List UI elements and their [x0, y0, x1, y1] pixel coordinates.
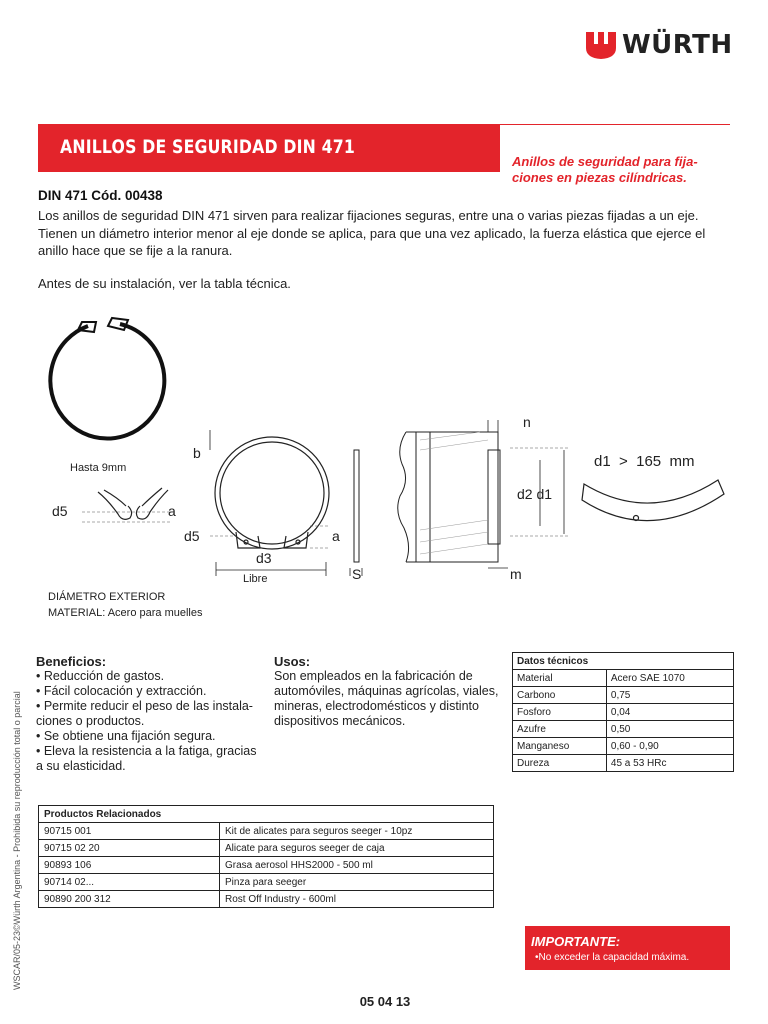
- cell: 0,04: [606, 704, 733, 721]
- importante-box: [525, 926, 730, 970]
- label-a: a: [332, 528, 340, 544]
- cell: 45 a 53 HRc: [606, 755, 733, 772]
- table-row: [513, 687, 734, 704]
- cell: 0,50: [606, 721, 733, 738]
- subtitle: Anillos de seguridad para fija-ciones en piezas cilíndricas.: [512, 154, 698, 185]
- cell: 90715 02 20: [39, 840, 220, 857]
- label-d5-small: d5: [52, 503, 68, 519]
- cell: Kit de alicates para seguros seeger - 10pz: [220, 823, 494, 840]
- cell: 0,60 - 0,90: [606, 738, 733, 755]
- label-b: b: [193, 445, 201, 461]
- table-row: [513, 721, 734, 738]
- productos-title: Productos Relacionados: [39, 806, 494, 823]
- table-row: [39, 874, 494, 891]
- title-bar: [38, 124, 500, 172]
- side-copyright: WSCAR/05-23©Würth Argentina - Prohibida su reproducción total o parcial: [12, 691, 22, 990]
- table-row: [39, 840, 494, 857]
- ring-large: [50, 324, 164, 439]
- ring-arc-segment: [582, 480, 724, 521]
- cell: 90890 200 312: [39, 891, 220, 908]
- title-rule: [500, 124, 730, 125]
- material-info: [48, 589, 202, 621]
- beneficio-item: • Fácil colocación y extracción.: [36, 684, 207, 698]
- product-description: Los anillos de seguridad DIN 471 sirven para realizar fijaciones seguras, entre una o varias piezas fijadas a un eje. Tienen un diámetro interior menor al eje donde se aplica, para que una vez aplicado, la fuerza elástica que ejerce el anillo hace que se fije a la ranura.: [38, 208, 706, 258]
- cell: Acero SAE 1070: [606, 670, 733, 687]
- cell: Manganeso: [513, 738, 607, 755]
- label-d1-condition: d1 > 165 mm: [594, 453, 695, 470]
- label-d2-d1: d2 d1: [517, 486, 553, 502]
- wurth-logo-icon: [584, 30, 618, 60]
- label-libre: Libre: [243, 573, 268, 585]
- cell: Grasa aerosol HHS2000 - 500 ml: [220, 857, 494, 874]
- label-d3: d3: [256, 550, 272, 566]
- cell: Alicate para seguros seeger de caja: [220, 840, 494, 857]
- brand-name: WÜRTH: [622, 30, 733, 60]
- datos-tecnicos-table: [512, 652, 734, 772]
- material-line-1: DIÁMETRO EXTERIOR: [48, 591, 166, 603]
- productos-table: [38, 805, 494, 908]
- beneficio-item: • Eleva la resistencia a la fatiga, gracias a su elasticidad.: [36, 744, 257, 773]
- label-s: S: [352, 566, 362, 582]
- label-a-small: a: [168, 503, 176, 519]
- table-row: [513, 670, 734, 687]
- ring-small: [98, 488, 168, 519]
- cell: Rost Off Industry - 600ml: [220, 891, 494, 908]
- cell: Azufre: [513, 721, 607, 738]
- cell: Carbono: [513, 687, 607, 704]
- cell: 90715 001: [39, 823, 220, 840]
- wurth-logo: [584, 28, 734, 64]
- product-code: DIN 471 Cód. 00438: [38, 188, 163, 203]
- page-title: ANILLOS DE SEGURIDAD DIN 471: [60, 136, 356, 158]
- importante-title: IMPORTANTE:: [531, 934, 621, 949]
- beneficio-item: • Se obtiene una fijación segura.: [36, 729, 216, 743]
- material-line-2: MATERIAL: Acero para muelles: [48, 607, 203, 619]
- cell: 0,75: [606, 687, 733, 704]
- usos-text: Son empleados en la fabricación de automóviles, máquinas agrícolas, viales, mineras, electrodomésticos y distinto dispositivos mecánicos.: [274, 669, 499, 728]
- cell: 90714 02...: [39, 874, 220, 891]
- label-n: n: [523, 414, 531, 430]
- cell: Material: [513, 670, 607, 687]
- cell: Pinza para seeger: [220, 874, 494, 891]
- datos-tecnicos-title: Datos técnicos: [513, 653, 734, 670]
- table-row: [513, 738, 734, 755]
- beneficio-item: • Permite reducir el peso de las instala-ciones o productos.: [36, 699, 253, 728]
- cell: Dureza: [513, 755, 607, 772]
- table-row: [513, 755, 734, 772]
- label-hasta: Hasta 9mm: [70, 462, 127, 474]
- table-row: [39, 823, 494, 840]
- ring-middle: [215, 437, 329, 549]
- product-note: Antes de su instalación, ver la tabla técnica.: [38, 276, 291, 291]
- beneficios-title: Beneficios:: [36, 654, 107, 669]
- table-row: [39, 857, 494, 874]
- usos-section: [274, 654, 504, 729]
- technical-diagram: [0, 300, 768, 590]
- usos-title: Usos:: [274, 654, 311, 669]
- shaft-section: [398, 432, 500, 562]
- importante-text: •No exceder la capacidad máxima.: [535, 952, 690, 963]
- cell: Fosforo: [513, 704, 607, 721]
- beneficios-section: [36, 654, 261, 774]
- table-row: [513, 704, 734, 721]
- cell: 90893 106: [39, 857, 220, 874]
- page-number: 05 04 13: [359, 994, 411, 1009]
- label-d5: d5: [184, 528, 200, 544]
- beneficio-item: • Reducción de gastos.: [36, 669, 165, 683]
- label-m: m: [510, 566, 522, 582]
- table-row: [39, 891, 494, 908]
